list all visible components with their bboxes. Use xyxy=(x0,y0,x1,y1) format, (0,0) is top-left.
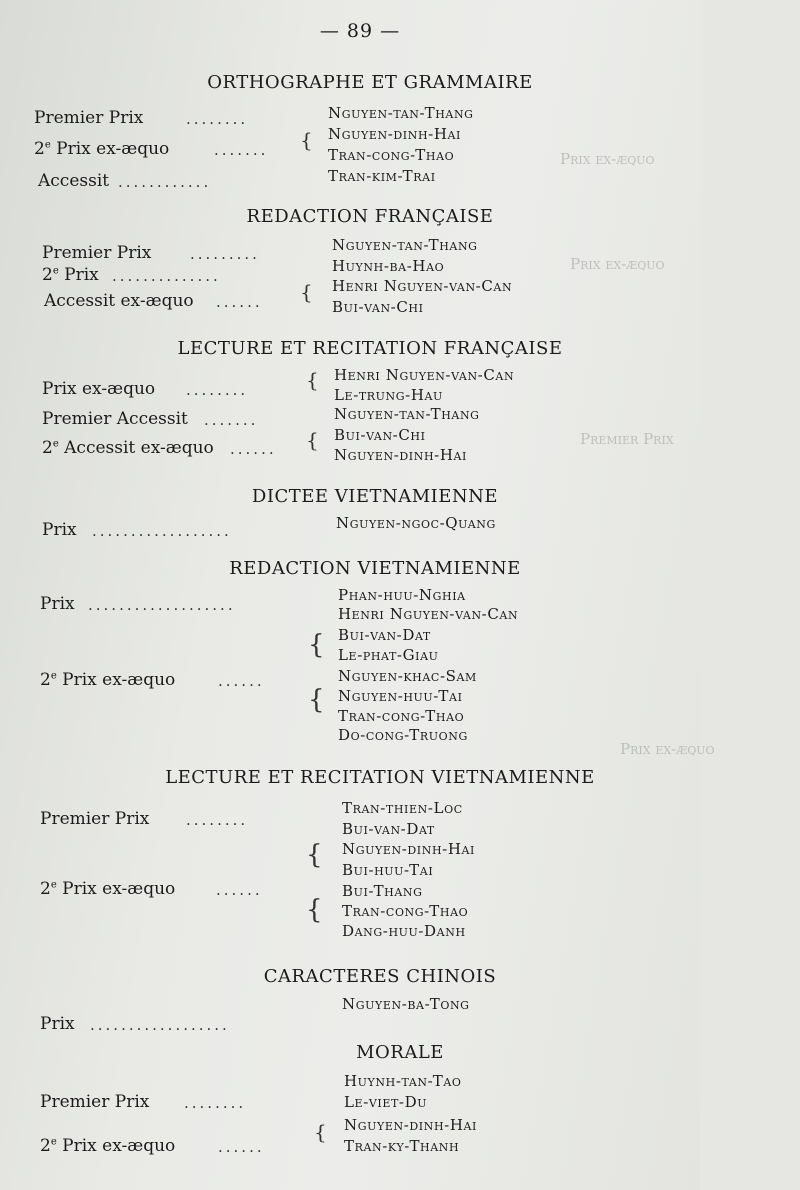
student-name: Nguyen-dinh-Hai xyxy=(344,1116,477,1134)
leader-dots: ............ xyxy=(118,173,212,191)
bleed-through-text: Premier Prix xyxy=(580,430,674,448)
leader-dots: .............. xyxy=(112,267,221,285)
student-name: Tran-cong-Thao xyxy=(328,146,455,164)
leader-dots: ......... xyxy=(190,245,260,263)
award-label: 2e Prix ex-æquo xyxy=(34,139,170,159)
section-title: LECTURE ET RECITATION VIETNAMIENNE xyxy=(165,767,595,788)
section-title: REDACTION VIETNAMIENNE xyxy=(229,558,521,579)
award-label: Accessit xyxy=(38,171,110,191)
student-name: Bui-van-Chi xyxy=(334,426,426,444)
brace: { xyxy=(306,428,319,452)
student-name: Tran-ky-Thanh xyxy=(344,1137,460,1155)
leader-dots: .................. xyxy=(90,1016,230,1034)
student-name: Nguyen-dinh-Hai xyxy=(342,840,475,858)
leader-dots: ........ xyxy=(184,1094,247,1112)
brace: { xyxy=(308,630,325,660)
brace: { xyxy=(306,368,319,392)
bleed-through-text: Prix ex-æquo xyxy=(620,740,715,758)
student-name: Dang-huu-Danh xyxy=(342,922,466,940)
brace: { xyxy=(308,685,325,715)
student-name: Bui-Thang xyxy=(342,882,423,900)
student-name: Le-viet-Du xyxy=(344,1093,428,1111)
leader-dots: ...... xyxy=(218,672,265,690)
student-name: Nguyen-khac-Sam xyxy=(338,667,477,685)
award-label: Premier Prix xyxy=(42,243,152,263)
student-name: Nguyen-tan-Thang xyxy=(334,405,480,423)
brace: { xyxy=(300,128,313,152)
student-name: Nguyen-dinh-Hai xyxy=(328,125,461,143)
award-label: Prix xyxy=(40,1014,75,1034)
brace: { xyxy=(314,1120,327,1144)
award-label: Premier Accessit xyxy=(42,409,188,429)
brace: { xyxy=(300,280,313,304)
brace: { xyxy=(306,840,323,870)
leader-dots: ........ xyxy=(186,811,249,829)
student-name: Nguyen-ba-Tong xyxy=(342,995,470,1013)
section-title: DICTEE VIETNAMIENNE xyxy=(251,486,499,507)
award-label: Premier Prix xyxy=(40,1092,150,1112)
section-title: MORALE xyxy=(356,1042,444,1063)
student-name: Nguyen-dinh-Hai xyxy=(334,446,467,464)
student-name: Nguyen-tan-Thang xyxy=(328,104,474,122)
bleed-through-text: Prix ex-æquo xyxy=(560,150,655,168)
student-name: Bui-huu-Tai xyxy=(342,861,434,879)
student-name: Le-phat-Giau xyxy=(338,646,439,664)
section-title: LECTURE ET RECITATION FRANÇAISE xyxy=(177,338,563,359)
student-name: Phan-huu-Nghia xyxy=(338,586,466,604)
student-name: Henri Nguyen-van-Can xyxy=(338,605,519,623)
award-label: 2e Prix ex-æquo xyxy=(40,879,176,899)
student-name: Tran-thien-Loc xyxy=(342,799,463,817)
award-label: 2e Prix ex-æquo xyxy=(40,670,176,690)
leader-dots: ....... xyxy=(214,141,269,159)
section-title: CARACTERES CHINOIS xyxy=(263,966,497,987)
leader-dots: ................... xyxy=(88,596,236,614)
student-name: Henri Nguyen-van-Can xyxy=(332,277,513,295)
award-label: Accessit ex-æquo xyxy=(44,291,194,311)
award-label: Prix xyxy=(40,594,75,614)
student-name: Do-cong-Truong xyxy=(338,726,468,744)
student-name: Le-trung-Hau xyxy=(334,386,443,404)
student-name: Tran-cong-Thao xyxy=(342,902,469,920)
student-name: Nguyen-huu-Tai xyxy=(338,687,463,705)
leader-dots: ........ xyxy=(186,110,249,128)
leader-dots: ...... xyxy=(216,881,263,899)
brace: { xyxy=(306,895,323,925)
leader-dots: .................. xyxy=(92,522,232,540)
award-label: Premier Prix xyxy=(40,809,150,829)
leader-dots: ...... xyxy=(230,440,277,458)
student-name: Tran-cong-Thao xyxy=(338,707,465,725)
award-label: Prix ex-æquo xyxy=(42,379,156,399)
student-name: Henri Nguyen-van-Can xyxy=(334,366,515,384)
award-label: Prix xyxy=(42,520,77,540)
student-name: Huynh-tan-Tao xyxy=(344,1072,462,1090)
award-label: 2e Accessit ex-æquo xyxy=(42,438,214,458)
leader-dots: ...... xyxy=(218,1138,265,1156)
student-name: Bui-van-Chi xyxy=(332,298,424,316)
bleed-through-text: Prix ex-æquo xyxy=(570,255,665,273)
student-name: Tran-kim-Trai xyxy=(328,167,436,185)
page-number: — 89 — xyxy=(319,20,401,42)
student-name: Nguyen-tan-Thang xyxy=(332,236,478,254)
leader-dots: ....... xyxy=(204,411,259,429)
student-name: Bui-van-Dat xyxy=(338,626,431,644)
award-label: Premier Prix xyxy=(34,108,144,128)
student-name: Huynh-ba-Hao xyxy=(332,257,445,275)
leader-dots: ........ xyxy=(186,381,249,399)
student-name: Nguyen-ngoc-Quang xyxy=(336,514,496,532)
section-title: ORTHOGRAPHE ET GRAMMAIRE xyxy=(207,72,533,93)
leader-dots: ...... xyxy=(216,293,263,311)
section-title: REDACTION FRANÇAISE xyxy=(246,206,494,227)
award-label: 2e Prix xyxy=(42,265,99,285)
student-name: Bui-van-Dat xyxy=(342,820,435,838)
award-label: 2e Prix ex-æquo xyxy=(40,1136,176,1156)
